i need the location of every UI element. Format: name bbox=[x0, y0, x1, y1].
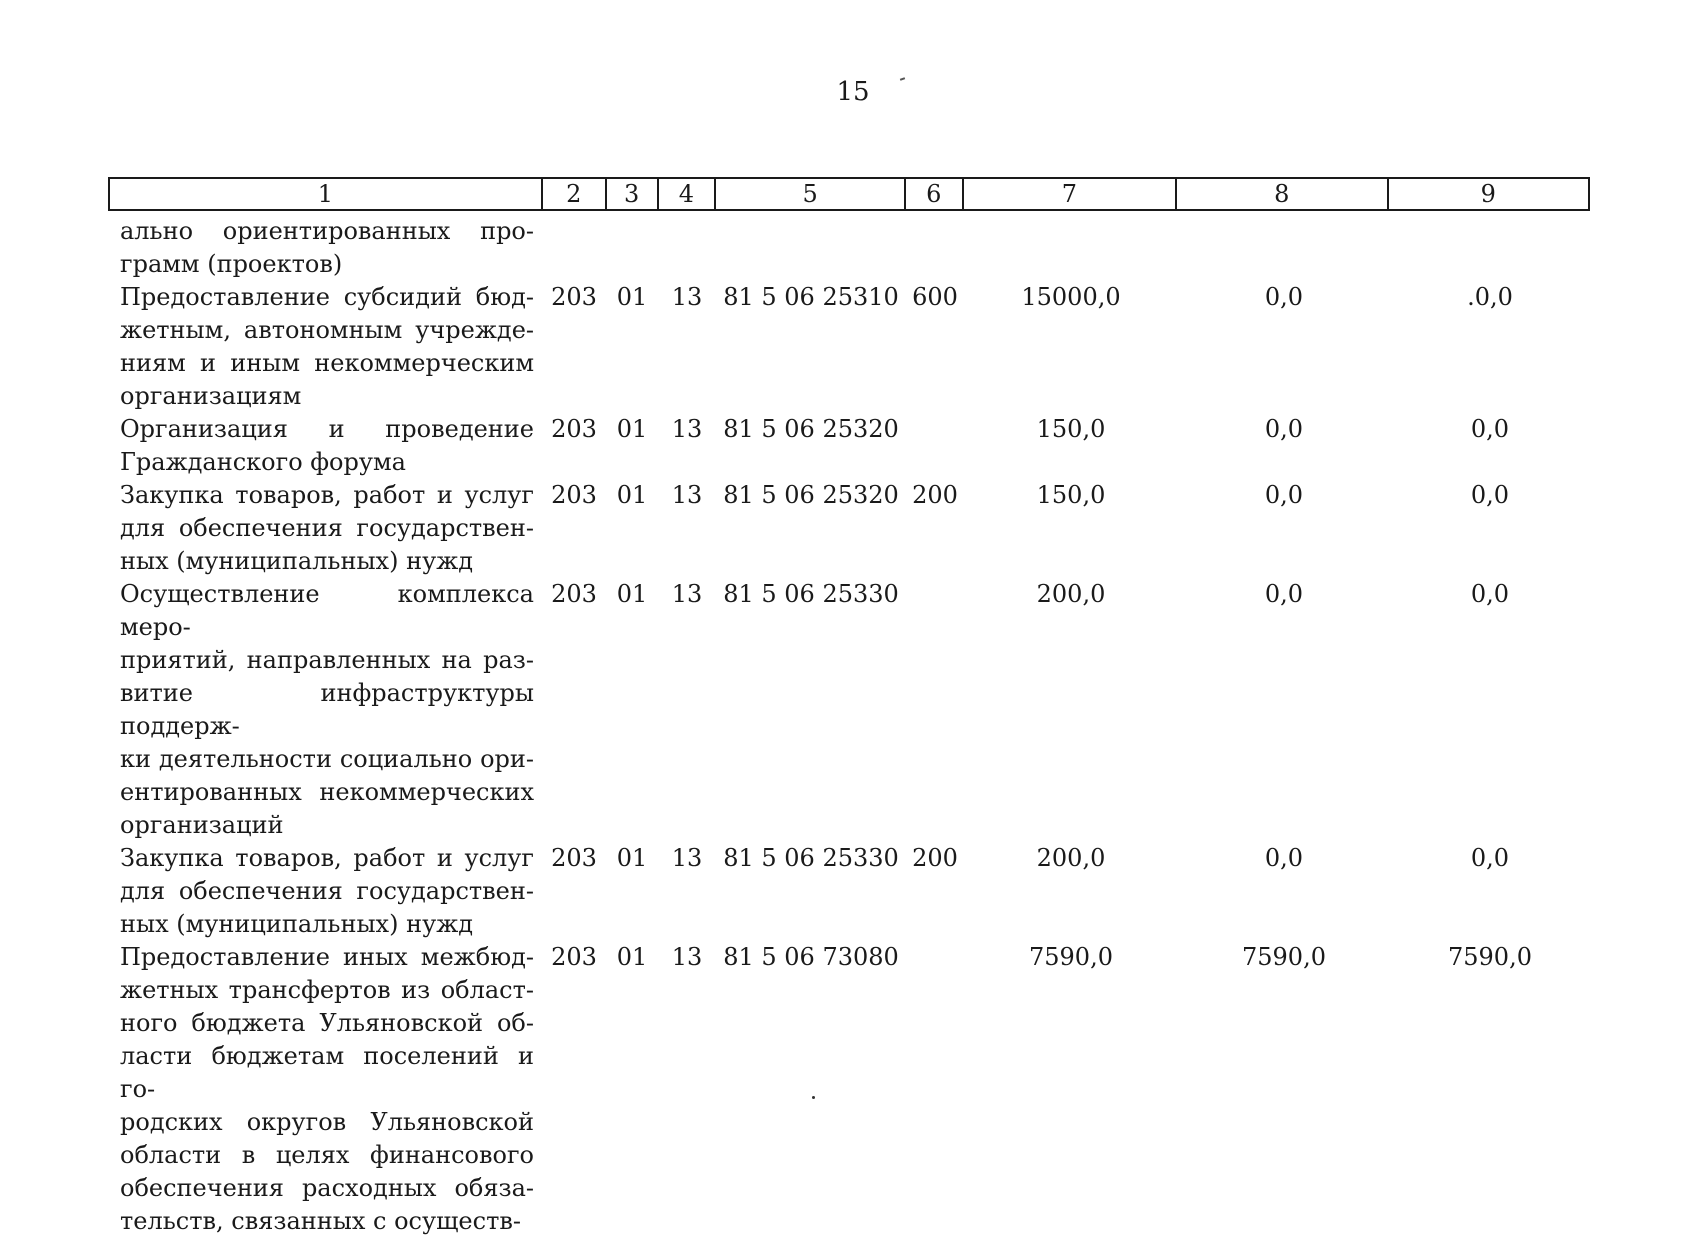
name-line: тельств, связанных с осуществ- bbox=[120, 1207, 521, 1235]
cell-col-8: 0,0 bbox=[1264, 415, 1304, 443]
header-col-1: 1 bbox=[110, 179, 543, 209]
name-line: грамм (проектов) bbox=[120, 250, 343, 278]
header-col-8: 8 bbox=[1177, 179, 1388, 209]
cell-col-4: 13 bbox=[671, 481, 703, 509]
name-line: витие инфраструктуры поддерж- bbox=[120, 679, 534, 740]
cell-col-5: 81 5 06 25320 bbox=[723, 415, 899, 443]
cell-name bbox=[108, 413, 542, 479]
cell-col-7: 200,0 bbox=[1036, 844, 1106, 872]
name-line: приятий, направленных на раз- bbox=[120, 646, 534, 674]
cell-name bbox=[108, 941, 542, 1238]
cell-col-3: 01 bbox=[616, 943, 648, 971]
table-row bbox=[108, 281, 1590, 413]
cell-col-2: 203 bbox=[551, 481, 597, 509]
cell-name bbox=[108, 281, 542, 413]
name-line: ниям и иным некоммерческим bbox=[120, 349, 534, 377]
name-line: жетным, автономным учрежде- bbox=[120, 316, 534, 344]
name-line: ально ориентированных про- bbox=[120, 217, 534, 245]
cell-col-2: 203 bbox=[551, 415, 597, 443]
table-row bbox=[108, 215, 1590, 281]
header-col-7: 7 bbox=[964, 179, 1177, 209]
table-body bbox=[108, 215, 1590, 1238]
cell-col-9: 0,0 bbox=[1470, 844, 1510, 872]
cell-col-6: 600 bbox=[912, 283, 958, 311]
cell-col-6: 200 bbox=[912, 844, 958, 872]
cell-name bbox=[108, 479, 542, 578]
cell-col-3: 01 bbox=[616, 415, 648, 443]
cell-name bbox=[108, 842, 542, 941]
page-number: 15 bbox=[836, 77, 870, 107]
name-line: жетных трансфертов из област- bbox=[120, 976, 534, 1004]
name-line: Закупка товаров, работ и услуг bbox=[120, 844, 534, 872]
table-row bbox=[108, 941, 1590, 1238]
cell-col-8: 0,0 bbox=[1264, 580, 1304, 608]
cell-col-9: 0,0 bbox=[1470, 415, 1510, 443]
table-row bbox=[108, 578, 1590, 842]
name-line: организаций bbox=[120, 811, 284, 839]
name-line: Закупка товаров, работ и услуг bbox=[120, 481, 534, 509]
cell-col-5: 81 5 06 73080 bbox=[723, 943, 899, 971]
header-col-6: 6 bbox=[906, 179, 964, 209]
cell-col-2: 203 bbox=[551, 943, 597, 971]
cell-col-8: 7590,0 bbox=[1242, 943, 1326, 971]
cell-col-9: 0,0 bbox=[1470, 481, 1510, 509]
cell-col-5: 81 5 06 25320 bbox=[723, 481, 899, 509]
name-line: ных (муниципальных) нужд bbox=[120, 910, 474, 938]
cell-col-7: 7590,0 bbox=[1029, 943, 1113, 971]
name-line: обеспечения расходных обяза- bbox=[120, 1174, 534, 1202]
cell-col-8: 0,0 bbox=[1264, 283, 1304, 311]
cell-col-3: 01 bbox=[616, 580, 648, 608]
cell-col-9: 7590,0 bbox=[1448, 943, 1532, 971]
cell-col-4: 13 bbox=[671, 283, 703, 311]
name-line: Организация и проведение bbox=[120, 415, 534, 443]
header-col-4: 4 bbox=[659, 179, 717, 209]
cell-col-5: 81 5 06 25330 bbox=[723, 844, 899, 872]
table-row bbox=[108, 413, 1590, 479]
name-line: Гражданского форума bbox=[120, 448, 406, 476]
cell-col-4: 13 bbox=[671, 580, 703, 608]
cell-col-3: 01 bbox=[616, 844, 648, 872]
table-header bbox=[108, 177, 1590, 211]
cell-col-9: 0,0 bbox=[1470, 580, 1510, 608]
cell-col-7: 150,0 bbox=[1036, 415, 1106, 443]
table-row bbox=[108, 842, 1590, 941]
cell-col-6: 200 bbox=[912, 481, 958, 509]
name-line: Осуществление комплекса меро- bbox=[120, 580, 534, 641]
name-line: ки деятельности социально ори- bbox=[120, 745, 534, 773]
header-col-2: 2 bbox=[543, 179, 607, 209]
header-col-5: 5 bbox=[716, 179, 905, 209]
cell-name bbox=[108, 578, 542, 842]
name-line: ласти бюджетам поселений и го- bbox=[120, 1042, 534, 1103]
header-col-9: 9 bbox=[1480, 180, 1496, 208]
name-line: для обеспечения государствен- bbox=[120, 877, 534, 905]
cell-col-5: 81 5 06 25330 bbox=[723, 580, 899, 608]
cell-col-7: 150,0 bbox=[1036, 481, 1106, 509]
cell-col-9: .0,0 bbox=[1467, 283, 1513, 311]
name-line: ентированных некоммерческих bbox=[120, 778, 534, 806]
name-line: Предоставление субсидий бюд- bbox=[120, 283, 534, 311]
cell-col-2: 203 bbox=[551, 844, 597, 872]
cell-col-2: 203 bbox=[551, 580, 597, 608]
name-line: родских округов Ульяновской bbox=[120, 1108, 534, 1136]
table-row bbox=[108, 479, 1590, 578]
cell-col-8: 0,0 bbox=[1264, 481, 1304, 509]
cell-col-4: 13 bbox=[671, 844, 703, 872]
cell-col-3: 01 bbox=[616, 283, 648, 311]
name-line: организациям bbox=[120, 382, 302, 410]
scan-speck bbox=[812, 1096, 815, 1099]
cell-col-2: 203 bbox=[551, 283, 597, 311]
cell-col-8: 0,0 bbox=[1264, 844, 1304, 872]
name-line: Предоставление иных межбюд- bbox=[120, 943, 534, 971]
cell-col-4: 13 bbox=[671, 415, 703, 443]
name-line: ных (муниципальных) нужд bbox=[120, 547, 474, 575]
cell-col-5: 81 5 06 25310 bbox=[723, 283, 899, 311]
cell-col-4: 13 bbox=[671, 943, 703, 971]
cell-col-3: 01 bbox=[616, 481, 648, 509]
cell-name bbox=[108, 215, 542, 281]
cell-col-7: 200,0 bbox=[1036, 580, 1106, 608]
name-line: для обеспечения государствен- bbox=[120, 514, 534, 542]
header-col-3: 3 bbox=[607, 179, 659, 209]
name-line: ного бюджета Ульяновской об- bbox=[120, 1009, 534, 1037]
cell-col-7: 15000,0 bbox=[1021, 283, 1121, 311]
name-line: области в целях финансового bbox=[120, 1141, 534, 1169]
